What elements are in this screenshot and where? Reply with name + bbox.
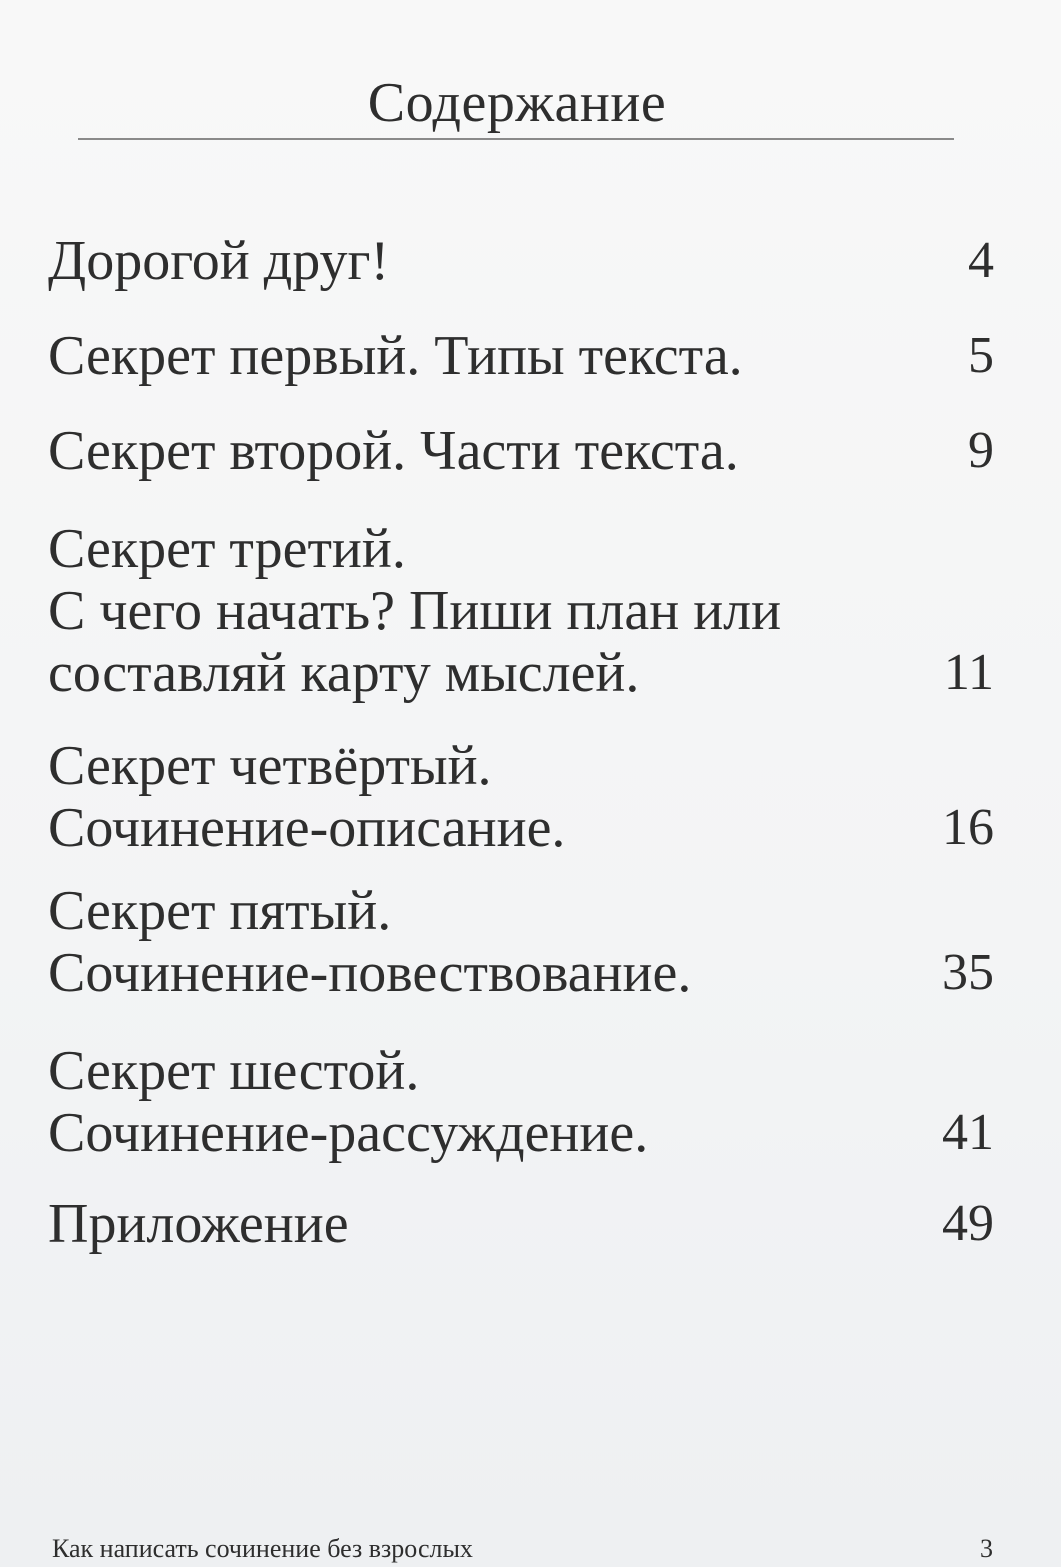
toc-entry: [48, 325, 994, 387]
toc-entry-line: составляй карту мыслей.: [48, 642, 640, 704]
toc-page-number: 41: [942, 1104, 994, 1161]
toc-page-number: 9: [968, 422, 994, 479]
toc-entry: [48, 1040, 994, 1164]
toc-entry-line: Секрет третий.: [48, 518, 406, 580]
toc-entry: [48, 1193, 994, 1255]
toc-entry-line: Сочинение-описание.: [48, 797, 566, 859]
running-footer-title: Как написать сочинение без взрослых: [52, 1534, 473, 1563]
toc-entry: [48, 518, 994, 704]
toc-entry-line: Сочинение-повествование.: [48, 942, 692, 1004]
toc-page-number: 5: [968, 327, 994, 384]
toc-entry-line: Дорогой друг!: [48, 230, 390, 292]
toc-entry-line: Секрет второй. Части текста.: [48, 420, 739, 482]
title-divider: [78, 138, 954, 140]
toc-page-number: 11: [943, 644, 994, 701]
toc-entry-line: Секрет четвёртый.: [48, 735, 492, 797]
toc-entry-line: Секрет шестой.: [48, 1040, 420, 1102]
folio-page-number: 3: [980, 1534, 993, 1563]
toc-entry: [48, 420, 994, 482]
toc-entry-line: Сочинение-рассуждение.: [48, 1102, 649, 1164]
toc-entry-line: С чего начать? Пиши план или: [48, 580, 782, 642]
toc-entry: [48, 735, 994, 859]
toc-entry-line: Приложение: [48, 1193, 349, 1255]
toc-entry-line: Секрет первый. Типы текста.: [48, 325, 743, 387]
toc-page-number: 35: [942, 944, 994, 1001]
toc-page-number: 4: [968, 232, 994, 289]
toc-page-number: 49: [942, 1195, 994, 1252]
toc-page-number: 16: [942, 799, 994, 856]
toc-entry: [48, 230, 994, 292]
toc-entry-line: Секрет пятый.: [48, 880, 392, 942]
page-title: Содержание: [367, 72, 667, 134]
toc-entry: [48, 880, 994, 1004]
